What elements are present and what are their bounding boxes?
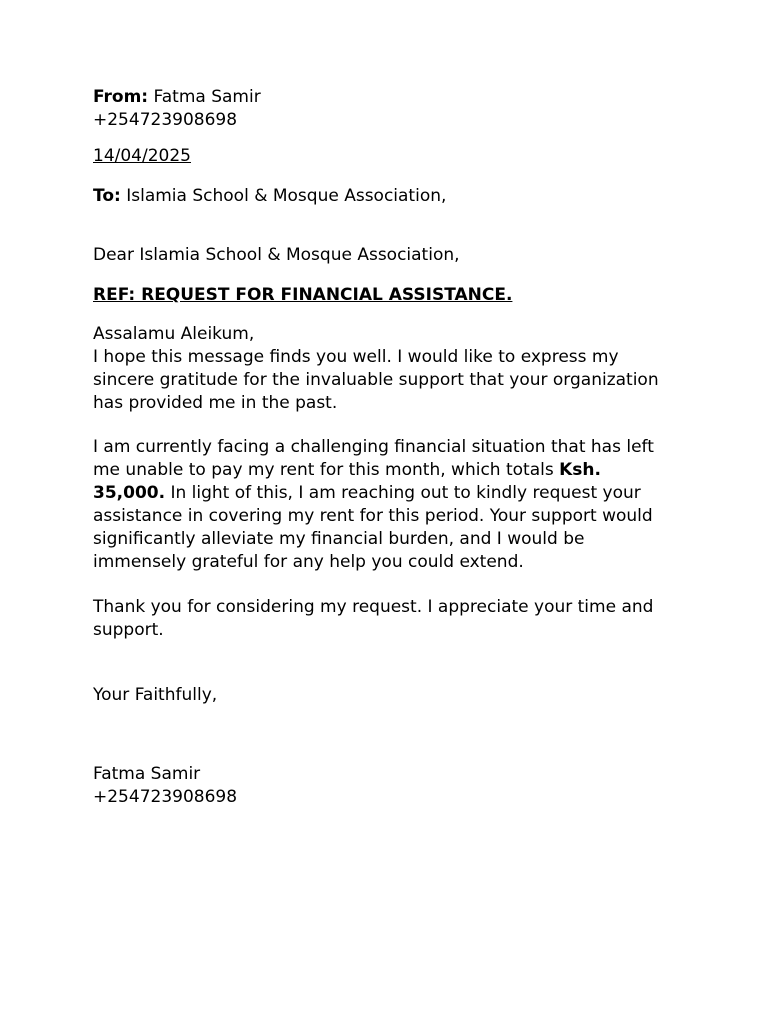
body-text: me unable to pay my rent for this month, which totals — [93, 460, 560, 480]
body-line: Thank you for considering my request. I appreciate your time and — [93, 597, 654, 617]
body-line — [93, 459, 703, 482]
signature-block — [93, 763, 703, 809]
body-line: assistance in covering my rent for this period. Your support would — [93, 506, 653, 526]
salutation: Dear Islamia School & Mosque Association, — [93, 245, 460, 265]
date-block — [93, 145, 703, 168]
body-line: I am currently facing a challenging financial situation that has left — [93, 437, 654, 457]
recipient-block — [93, 185, 703, 208]
salutation-block — [93, 244, 703, 267]
sender-name: Fatma Samir — [153, 87, 261, 107]
signature-name: Fatma Samir — [93, 764, 201, 784]
body-line: support. — [93, 620, 164, 640]
to-label: To: — [93, 186, 121, 206]
from-label: From: — [93, 87, 149, 107]
body-line — [93, 482, 703, 505]
ref-block — [93, 284, 703, 307]
amount-currency: Ksh. — [559, 460, 601, 480]
body-line: I hope this message finds you well. I would like to express my — [93, 347, 619, 367]
greeting: Assalamu Aleikum, — [93, 324, 255, 344]
amount-value: 35,000. — [93, 483, 166, 503]
letter-date: 14/04/2025 — [93, 146, 191, 166]
sender-phone: +254723908698 — [93, 110, 238, 130]
sender-block — [93, 86, 703, 132]
body-line: significantly alleviate my financial burden, and I would be — [93, 529, 585, 549]
recipient-line — [93, 185, 703, 208]
closing-block — [93, 684, 703, 707]
reference-line: REF: REQUEST FOR FINANCIAL ASSISTANCE. — [93, 285, 513, 305]
sender-line — [93, 86, 703, 109]
closing: Your Faithfully, — [93, 685, 218, 705]
paragraph-2 — [93, 436, 703, 574]
paragraph-3 — [93, 596, 703, 642]
body-line: sincere gratitude for the invaluable support that your organization — [93, 370, 659, 390]
body-text: In light of this, I am reaching out to kindly request your — [165, 483, 641, 503]
body-line: has provided me in the past. — [93, 393, 338, 413]
paragraph-1 — [93, 323, 703, 415]
signature-phone: +254723908698 — [93, 787, 238, 807]
recipient-org: Islamia School & Mosque Association, — [126, 186, 447, 206]
body-line: immensely grateful for any help you could extend. — [93, 552, 524, 572]
